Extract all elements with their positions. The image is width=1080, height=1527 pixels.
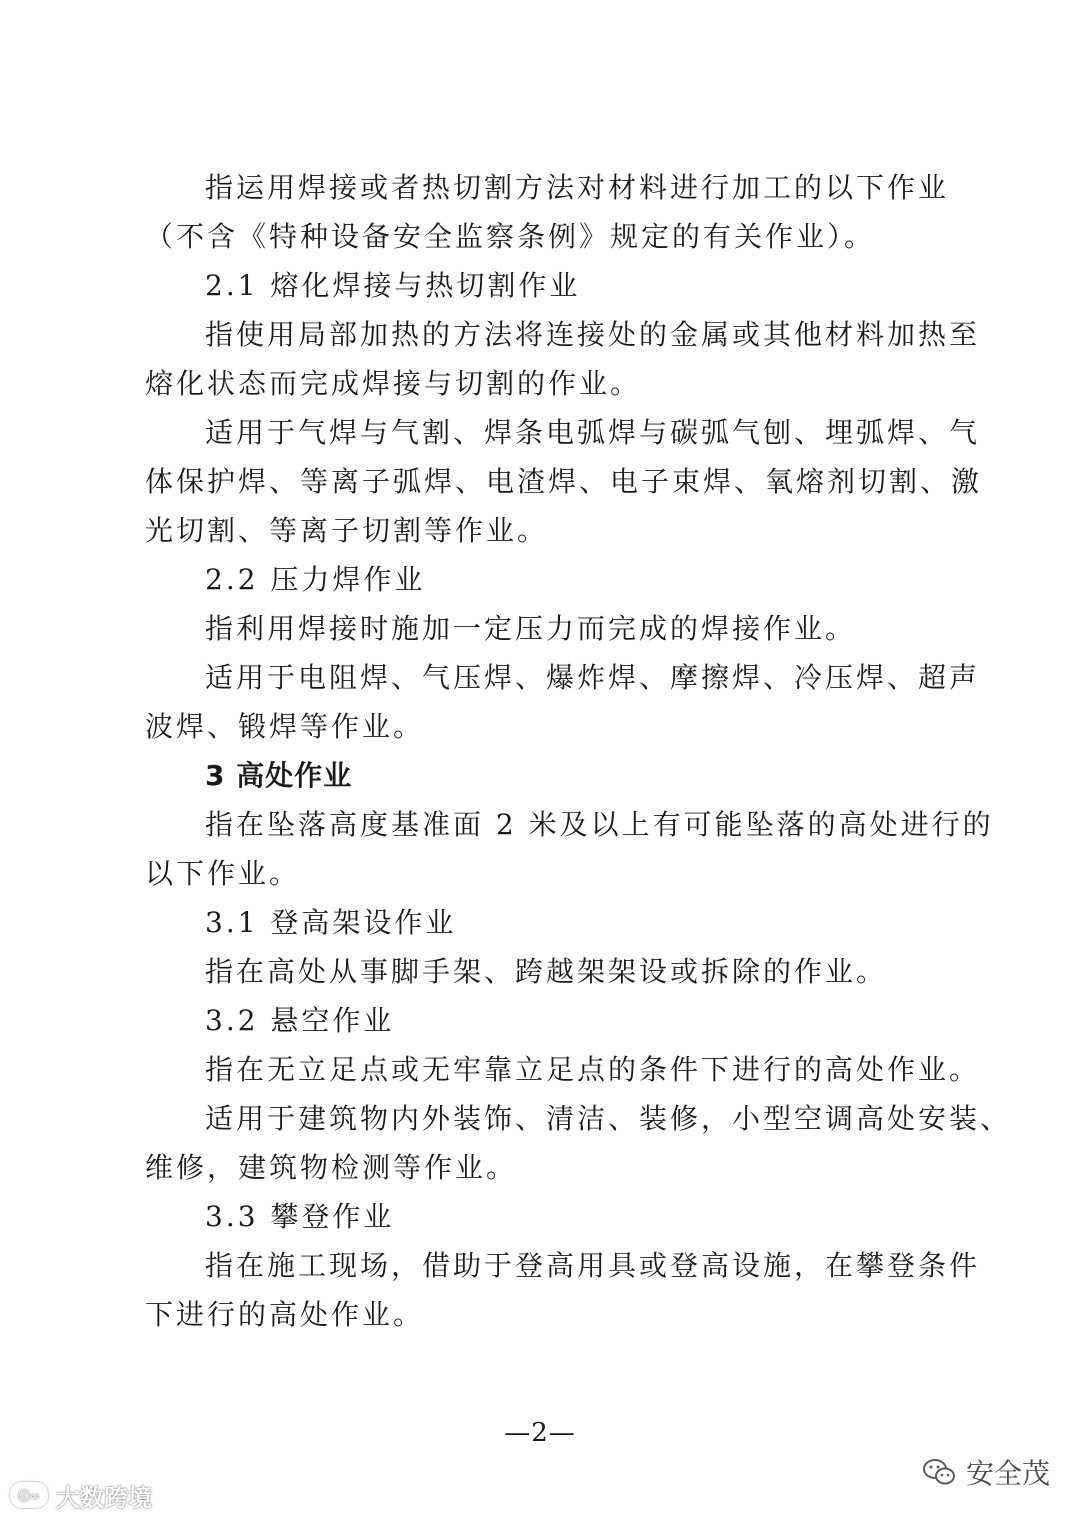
text-line: 下进行的高处作业。	[145, 1298, 425, 1331]
section-heading-text: 3.3 攀登作业	[205, 1200, 395, 1233]
text-line: 指使用局部加热的方法将连接处的金属或其他材料加热至	[205, 318, 981, 351]
watermark-left-text: 大数跨境	[56, 1483, 152, 1512]
text-line: 波焊、锻焊等作业。	[145, 710, 425, 743]
text-line: 光切割、等离子切割等作业。	[145, 514, 549, 547]
section-heading-text: 2.2 压力焊作业	[205, 563, 426, 596]
section-heading-text: 3.1 登高架设作业	[205, 906, 457, 939]
section-heading-text: 3.2 悬空作业	[205, 1004, 395, 1037]
text-line: 维修，建筑物检测等作业。	[145, 1151, 518, 1184]
text-line: 指在施工现场，借助于登高用具或登高设施，在攀登条件	[205, 1249, 981, 1282]
text-line: 指在坠落高度基准面 2 米及以上有可能坠落的高处进行的	[205, 808, 994, 841]
text-line: 指利用焊接时施加一定压力而完成的焊接作业。	[205, 612, 857, 645]
text-line: 体保护焊、等离子弧焊、电渣焊、电子束焊、氧熔剂切割、激	[145, 465, 983, 498]
watermark-right	[922, 1452, 1050, 1492]
text-line: （不含《特种设备安全监察条例》规定的有关作业）。	[145, 220, 876, 253]
page-number: —2—	[504, 1418, 576, 1448]
text-line: 指在高处从事脚手架、跨越架架设或拆除的作业。	[205, 955, 888, 988]
text-line: 指在无立足点或无牢靠立足点的条件下进行的高处作业。	[205, 1053, 981, 1086]
logo-icon: ⓒ∞	[10, 1482, 48, 1508]
section-heading-text: 2.1 熔化焊接与热切割作业	[205, 269, 581, 302]
wechat-icon	[922, 1457, 956, 1487]
watermark-left	[10, 1475, 152, 1515]
text-line: 适用于建筑物内外装饰、清洁、装修，小型空调高处安装、	[205, 1102, 1012, 1135]
text-line: 熔化状态而完成焊接与切割的作业。	[145, 367, 642, 400]
watermark-right-text: 安全茂	[965, 1457, 1050, 1490]
text-line: 适用于电阻焊、气压焊、爆炸焊、摩擦焊、冷压焊、超声	[205, 661, 981, 694]
text-line: 以下作业。	[145, 857, 301, 890]
text-line: 指运用焊接或者热切割方法对材料进行加工的以下作业	[205, 171, 950, 204]
text-line: 适用于气焊与气割、焊条电弧焊与碳弧气刨、埋弧焊、气	[205, 416, 981, 449]
section-heading-text: 3 高处作业	[205, 759, 353, 792]
